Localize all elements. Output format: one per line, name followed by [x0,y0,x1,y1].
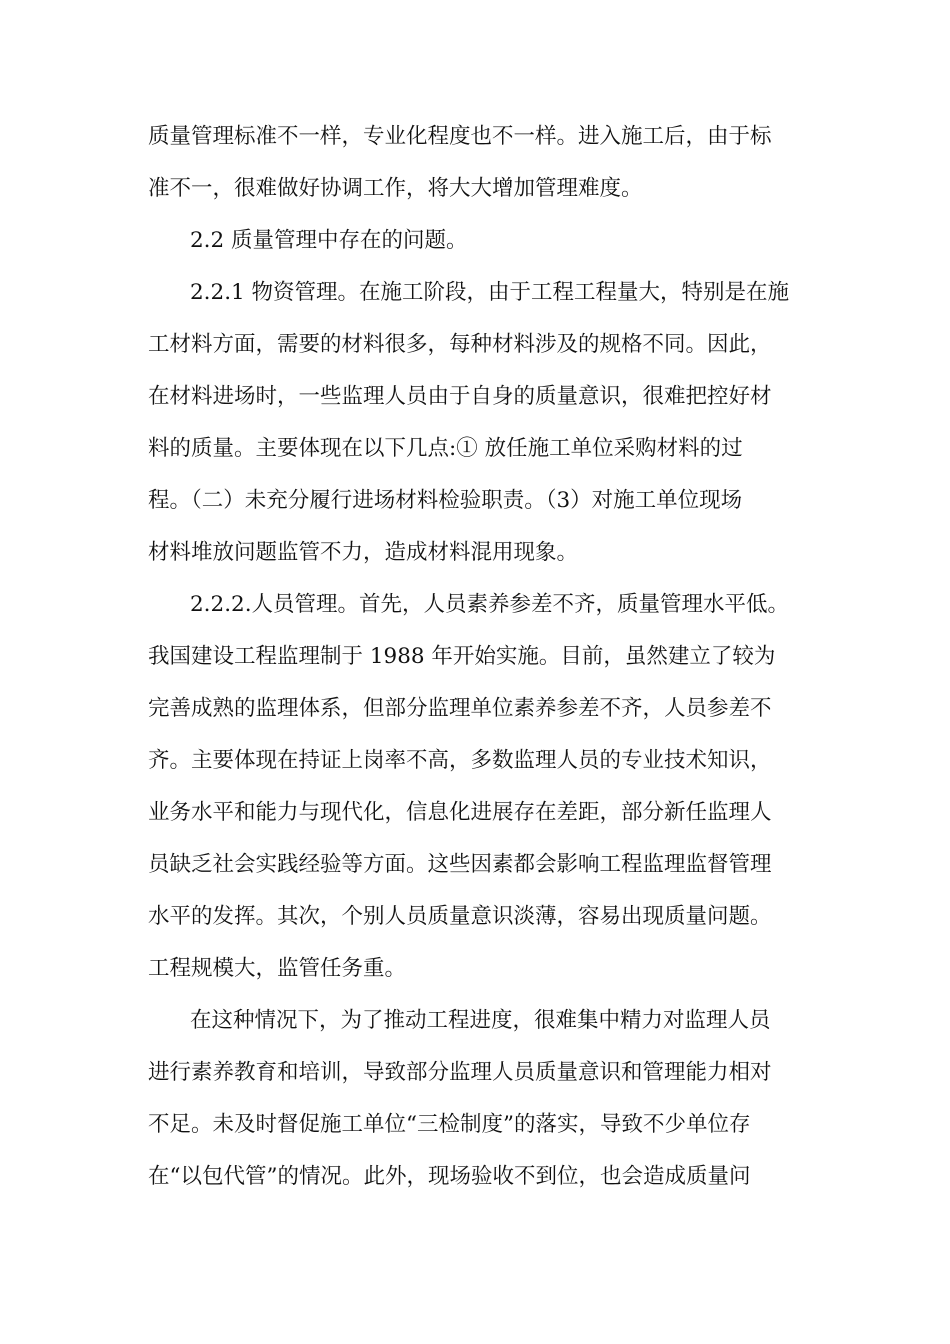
text-line: 2.2.2.人员管理。首先，人员素养参差不齐，质量管理水平低。 [190,592,790,617]
text-line: 水平的发挥。其次，个别人员质量意识淡薄，容易出现质量问题。 [148,904,772,929]
text-line: 质量管理标准不一样，专业化程度也不一样。进入施工后，由于标 [148,124,772,149]
text-line: 2.2.1 物资管理。在施工阶段，由于工程工程量大，特别是在施 [190,280,790,305]
text-line: 员缺乏社会实践经验等方面。这些因素都会影响工程监理监督管理 [148,852,772,877]
text-line: 完善成熟的监理体系，但部分监理单位素养参差不齐，人员参差不 [148,696,772,721]
text-line: 齐。主要体现在持证上岗率不高，多数监理人员的专业技术知识， [148,748,772,773]
text-line: 准不一，很难做好协调工作，将大大增加管理难度。 [148,176,643,201]
text-line: 进行素养教育和培训，导致部分监理人员质量意识和管理能力相对 [148,1060,772,1085]
text-line: 在这种情况下，为了推动工程进度，很难集中精力对监理人员 [190,1008,771,1033]
section-heading: 2.2 质量管理中存在的问题。 [190,228,468,253]
text-line: 我国建设工程监理制于 1988 年开始实施。目前，虽然建立了较为 [148,644,776,669]
text-line: 工材料方面，需要的材料很多，每种材料涉及的规格不同。因此， [148,332,772,357]
text-line: 业务水平和能力与现代化，信息化进展存在差距，部分新任监理人 [148,800,772,825]
text-line: 在“以包代管”的情况。此外，现场验收不到位，也会造成质量问 [148,1164,751,1189]
text-line: 料的质量。主要体现在以下几点:① 放任施工单位采购材料的过 [148,436,743,461]
text-line: 程。（二）未充分履行进场材料检验职责。（3）对施工单位现场 [148,488,743,513]
text-line: 不足。未及时督促施工单位“三检制度”的落实，导致不少单位存 [148,1112,751,1137]
text-line: 工程规模大，监管任务重。 [148,956,407,981]
text-line: 材料堆放问题监管不力，造成材料混用现象。 [148,540,579,565]
text-line: 在材料进场时，一些监理人员由于自身的质量意识，很难把控好材 [148,384,772,409]
